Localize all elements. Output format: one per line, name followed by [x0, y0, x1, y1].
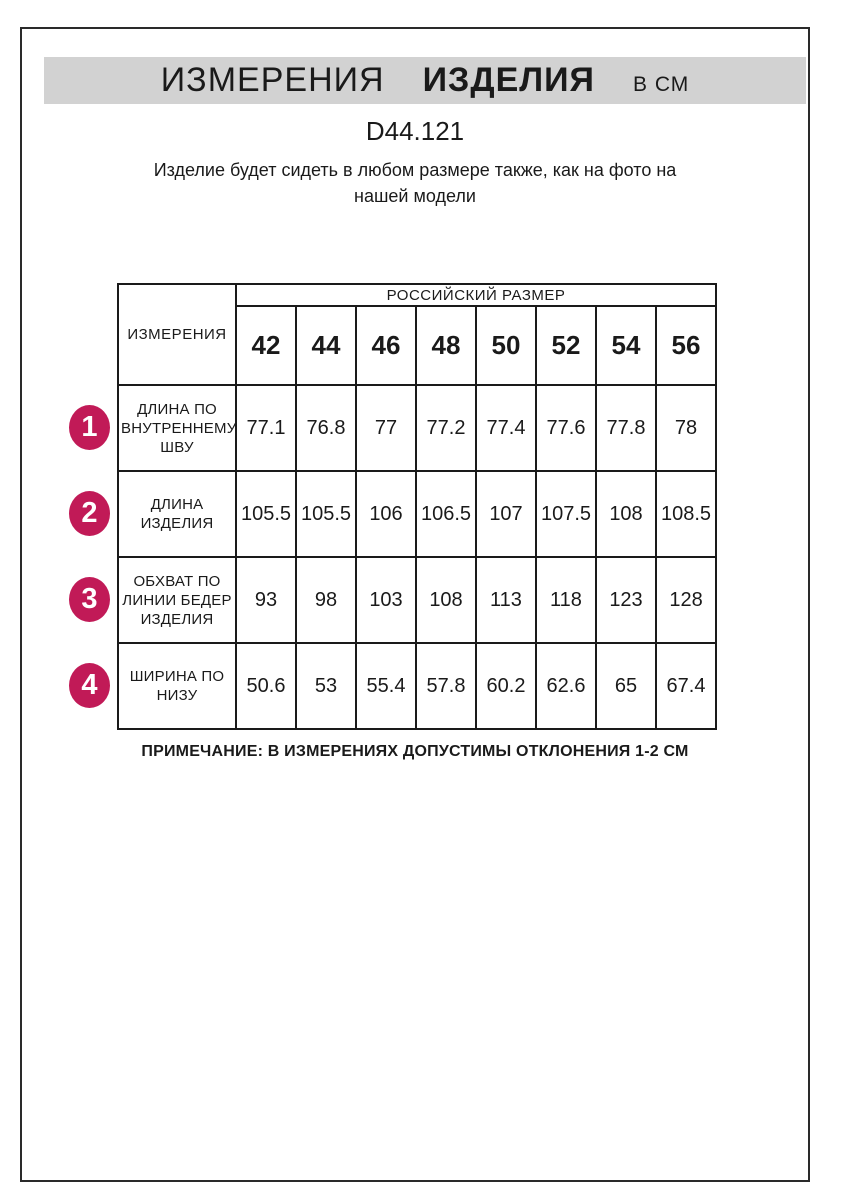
size-header-42: 42 [236, 306, 296, 385]
cell-value: 106 [356, 471, 416, 557]
row-label: ДЛИНА ПО ВНУТРЕННЕМУ ШВУ [118, 385, 236, 471]
fit-subtitle [22, 157, 808, 209]
cell-value: 108 [416, 557, 476, 643]
cell-value: 93 [236, 557, 296, 643]
table-row-hip-girth [118, 557, 716, 643]
cell-value: 123 [596, 557, 656, 643]
cell-value: 77.2 [416, 385, 476, 471]
row-number-badge-2: 2 [69, 491, 110, 536]
row-label: ШИРИНА ПО НИЗУ [118, 643, 236, 729]
russian-size-group-header: РОССИЙСКИЙ РАЗМЕР [236, 284, 716, 306]
row-number-badge-3: 3 [69, 577, 110, 622]
cell-value: 103 [356, 557, 416, 643]
tolerance-note: ПРИМЕЧАНИЕ: В ИЗМЕРЕНИЯХ ДОПУСТИМЫ ОТКЛОНЕНИЯ 1-2 СМ [141, 743, 689, 760]
title-bar [44, 57, 806, 104]
fit-subtitle-line2: нашей модели [354, 186, 476, 206]
cell-value: 77.6 [536, 385, 596, 471]
row-label: ОБХВАТ ПО ЛИНИИ БЕДЕР ИЗДЕЛИЯ [118, 557, 236, 643]
cell-value: 65 [596, 643, 656, 729]
cell-value: 67.4 [656, 643, 716, 729]
fit-subtitle-line1: Изделие будет сидеть в любом размере также, как на фото на [153, 160, 677, 180]
table-row-inseam-length [118, 385, 716, 471]
size-header-52: 52 [536, 306, 596, 385]
size-header-46: 46 [356, 306, 416, 385]
cell-value: 106.5 [416, 471, 476, 557]
cell-value: 53 [296, 643, 356, 729]
size-header-50: 50 [476, 306, 536, 385]
cell-value: 128 [656, 557, 716, 643]
cell-value: 118 [536, 557, 596, 643]
cell-value: 105.5 [296, 471, 356, 557]
cell-value: 60.2 [476, 643, 536, 729]
page-frame [20, 27, 810, 1182]
table-row-bottom-width [118, 643, 716, 729]
cell-value: 76.8 [296, 385, 356, 471]
cell-value: 105.5 [236, 471, 296, 557]
title-unit-cm: В СМ [632, 73, 690, 96]
row-number-badge-1: 1 [69, 405, 110, 450]
cell-value: 57.8 [416, 643, 476, 729]
size-table-zone [81, 283, 716, 728]
cell-value: 77.1 [236, 385, 296, 471]
cell-value: 55.4 [356, 643, 416, 729]
cell-value: 107 [476, 471, 536, 557]
title-word-product: ИЗДЕЛИЯ [422, 61, 595, 99]
measurements-column-header: ИЗМЕРЕНИЯ [118, 284, 236, 385]
size-header-44: 44 [296, 306, 356, 385]
table-row-item-length [118, 471, 716, 557]
cell-value: 78 [656, 385, 716, 471]
cell-value: 50.6 [236, 643, 296, 729]
cell-value: 113 [476, 557, 536, 643]
row-label: ДЛИНА ИЗДЕЛИЯ [118, 471, 236, 557]
size-table [117, 283, 717, 730]
size-header-48: 48 [416, 306, 476, 385]
cell-value: 107.5 [536, 471, 596, 557]
row-number-badge-4: 4 [69, 663, 110, 708]
size-header-56: 56 [656, 306, 716, 385]
cell-value: 77 [356, 385, 416, 471]
cell-value: 77.4 [476, 385, 536, 471]
article-code: D44.121 [365, 116, 465, 146]
cell-value: 98 [296, 557, 356, 643]
title-word-measurements: ИЗМЕРЕНИЯ [160, 61, 385, 99]
cell-value: 77.8 [596, 385, 656, 471]
cell-value: 108 [596, 471, 656, 557]
cell-value: 62.6 [536, 643, 596, 729]
size-header-54: 54 [596, 306, 656, 385]
table-group-header-row [118, 284, 716, 306]
cell-value: 108.5 [656, 471, 716, 557]
